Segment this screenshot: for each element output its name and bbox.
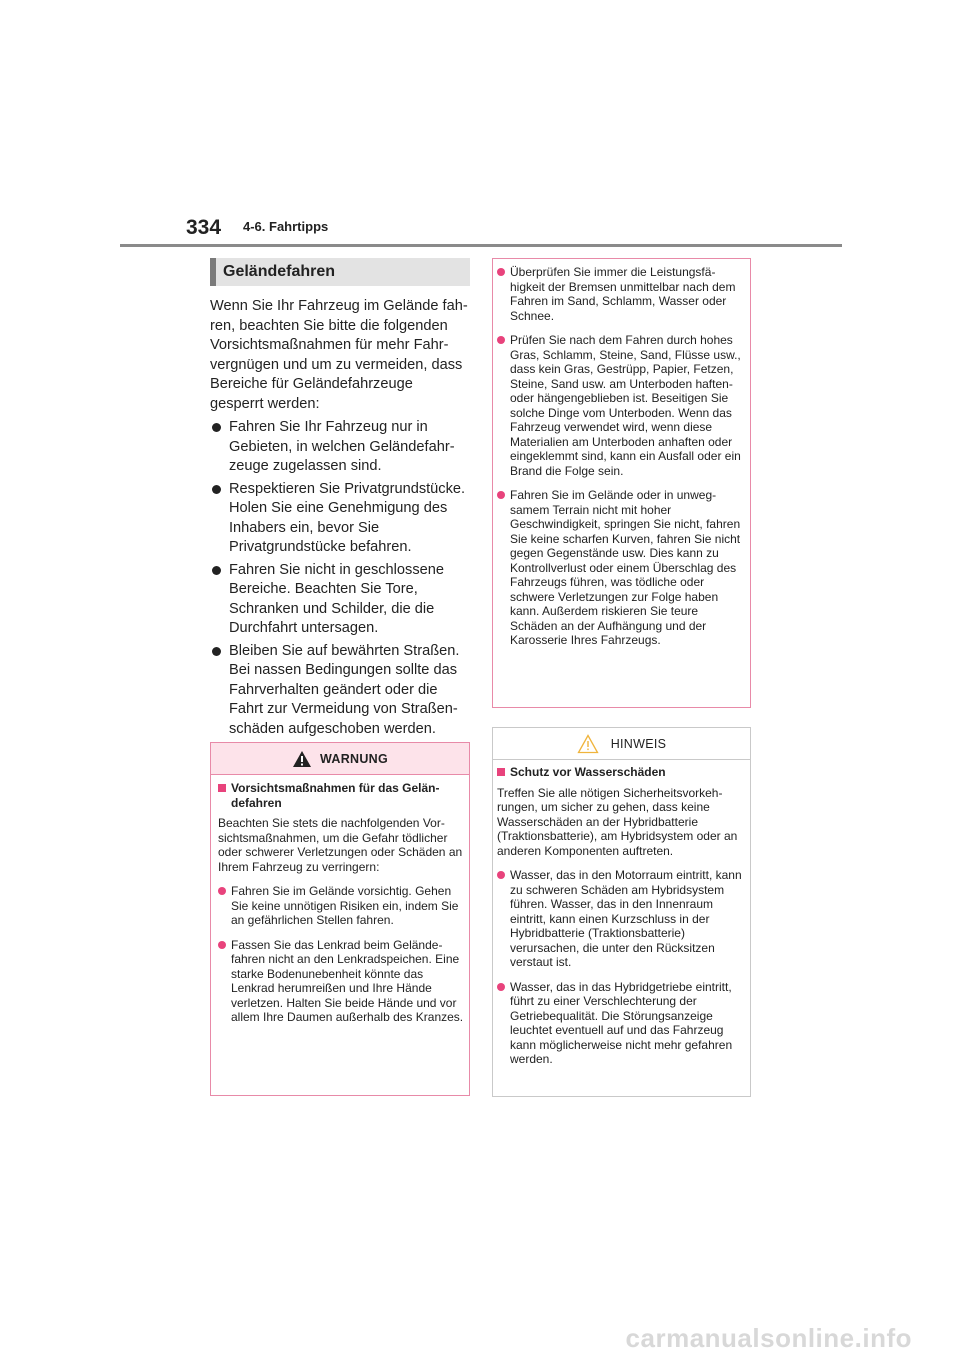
list-item: Überprüfen Sie immer die Leistungsfähigkeit der Bremsen unmittelbar nach dem Fahren im Sand, Schlamm, Wasser oder Schnee. xyxy=(497,265,745,323)
list-item: Fahren Sie im Gelände vorsichtig. Gehen Sie keine unnötigen Risiken ein, indem Sie an gefährlichen Stellen fahren. xyxy=(218,884,464,928)
bullet-dot-icon xyxy=(497,983,505,991)
notice-intro: Treffen Sie alle nötigen Sicherheitsvorkehrungen, um sicher zu gehen, dass keine Wasserschäden an der Hybridbatterie (Traktionsbatterie), am Hybridsystem oder an anderen Komponenten auftreten. xyxy=(497,785,738,858)
square-bullet-icon xyxy=(497,768,505,776)
list-item: Wasser, das in das Hybridgetriebe eintritt, führt zu einer Verschlechterung der Getriebequalität. Die Störungsanzeige leuchtet eventuell auf und das Fahrzeug kann möglicherweise nicht mehr gefahren werden. xyxy=(497,980,745,1067)
list-item: Prüfen Sie nach dem Fahren durch hohes Gras, Schlamm, Steine, Sand, Flüsse usw., dass kein Gras, Gestrüpp, Papier, Fetzen, Steine, Sand usw. am Unterboden haften- oder hängengeblieben ist. Beseitigen Sie solche Dinge vom Unterboden. Wenn das Fahrzeug verwendet wird, wenn diese Materialien am Unterboden anhaften oder eingeklemmt sind, kann ein Ausfall oder ein Brand die Folge sein. xyxy=(497,333,745,478)
bullet-list xyxy=(210,418,470,739)
section-heading xyxy=(210,258,470,286)
intro-paragraph: Wenn Sie Ihr Fahrzeug im Gelände fahren, beachten Sie bitte die folgenden Vorsichtsmaßnahmen für mehr Fahrvergnügen und um zu vermeiden, dass Bereiche für Geländefahrzeuge gesperrt werden: xyxy=(210,298,468,412)
bullet-dot-icon xyxy=(497,336,505,344)
warning-body xyxy=(211,775,469,1025)
notice-subtitle: Schutz vor Wasserschäden xyxy=(497,765,745,780)
warning-subtitle: Vorsichtsmaßnahmen für das Geländefahren xyxy=(218,781,464,810)
caution-triangle-outline-icon xyxy=(577,734,599,754)
square-bullet-icon xyxy=(218,784,226,792)
bullet-dot-icon xyxy=(218,941,226,949)
list-item: Wasser, das in den Motorraum eintritt, kann zu schweren Schäden am Hybridsystem führen. Wasser, das in den Innenraum eintritt, kann einen Kurzschluss in der Hybridbatterie (Traktionsbatterie) verursachen, die unter den Rücksitzen verstaut ist. xyxy=(497,868,745,970)
list-item: Fahren Sie nicht in geschlossene Bereiche. Beachten Sie Tore, Schranken und Schilder, die die Durchfahrt untersagen. xyxy=(210,561,470,639)
warning-header xyxy=(211,743,469,774)
header-divider xyxy=(120,244,842,247)
bullet-dot-icon xyxy=(218,887,226,895)
warning-continued-list xyxy=(497,265,745,648)
warning-intro: Beachten Sie stets die nachfolgenden Vorsichtsmaßnahmen, um die Gefahr tödlicher oder schwerer Verletzungen oder Schäden an Ihrem Fahrzeug zu verringern: xyxy=(218,816,463,874)
warning-continuation-box xyxy=(492,258,751,708)
notice-body xyxy=(493,760,750,1067)
bullet-dot-icon xyxy=(212,485,221,494)
warning-box xyxy=(210,742,470,1096)
page-number: 334 xyxy=(186,216,222,239)
section-title: 4-6. Fahrtipps xyxy=(243,219,329,234)
bullet-dot-icon xyxy=(497,491,505,499)
notice-header xyxy=(493,728,750,759)
bullet-dot-icon xyxy=(497,268,505,276)
left-column xyxy=(210,258,470,742)
notice-label: HINWEIS xyxy=(610,736,667,751)
list-item: Bleiben Sie auf bewährten Straßen. Bei nassen Bedingungen sollte das Fahrverhalten geändert oder die Fahrt zur Vermeidung von Straßenschäden aufgeschoben werden. xyxy=(210,642,470,740)
bullet-dot-icon xyxy=(212,423,221,432)
list-item: Fahren Sie im Gelände oder in unwegsamem Terrain nicht mit hoher Geschwindigkeit, springen Sie nicht, fahren Sie keine scharfen Kurven, fahren Sie nicht gegen Gegenstände usw. Dies kann zu Kontrollverlust oder einem Überschlag des Fahrzeugs führen, was tödliche oder schwere Verletzungen zur Folge haben kann. Außerdem riskieren Sie teure Schäden an der Aufhängung und der Karosserie Ihres Fahrzeugs. xyxy=(497,488,745,648)
bullet-dot-icon xyxy=(212,566,221,575)
bullet-dot-icon xyxy=(497,871,505,879)
list-item: Fahren Sie Ihr Fahrzeug nur in Gebieten, in welchen Geländefahrzeuge zugelassen sind. xyxy=(210,418,470,477)
notice-list xyxy=(497,868,745,1067)
list-item: Respektieren Sie Privatgrundstücke. Holen Sie eine Genehmigung des Inhabers ein, bevor Sie Privatgrundstücke befahren. xyxy=(210,480,470,558)
list-item: Fassen Sie das Lenkrad beim Geländefahren nicht an den Lenkradspeichen. Eine starke Bodenunebenheit könnte das Lenkrad herumreißen und Ihre Hände verletzen. Halten Sie beide Hände und vor allem Ihre Daumen außerhalb des Kranzes. xyxy=(218,938,464,1025)
warning-list xyxy=(218,884,464,1025)
watermark: carmanualsonline.info xyxy=(625,1323,912,1353)
warning-triangle-icon xyxy=(292,750,312,768)
section-heading-text: Geländefahren xyxy=(223,263,336,280)
bullet-dot-icon xyxy=(212,647,221,656)
notice-box xyxy=(492,727,751,1097)
warning-label: WARNUNG xyxy=(319,751,389,766)
